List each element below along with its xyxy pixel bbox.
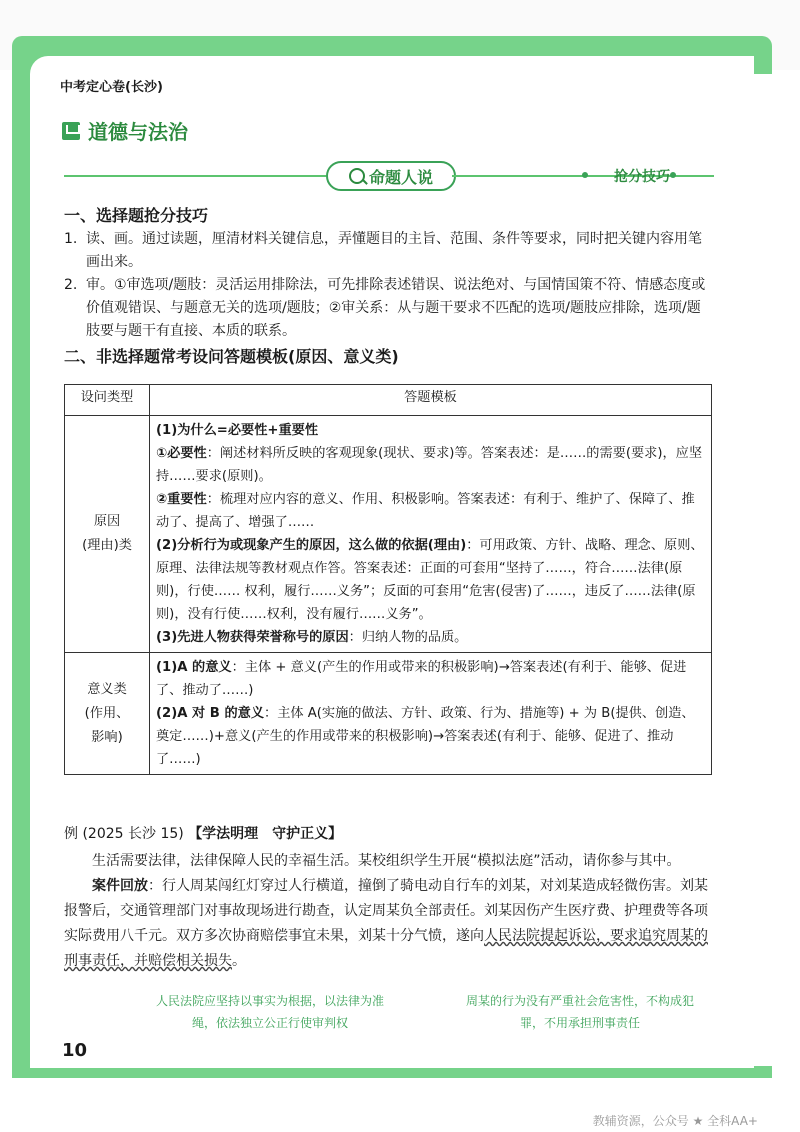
- template-line: [156, 626, 705, 649]
- example-intro: 生活需要法律，法律保障人民的幸福生活。某校组织学生开展“模拟法庭”活动，请你参与其中。: [92, 853, 681, 869]
- banner-line-left: [64, 175, 326, 177]
- book-icon: [62, 122, 80, 140]
- template-line-key: ①必要性: [156, 446, 207, 461]
- footer-watermark: 教辅资源，公众号 ★ 全科AA+: [592, 1114, 758, 1128]
- tip-number: 2.: [64, 277, 78, 293]
- section-choice-tips: [64, 204, 714, 369]
- example-header: [64, 822, 714, 847]
- banner-label: 命题人说: [368, 167, 433, 187]
- example-block: [64, 822, 714, 974]
- template-line-key: (2)A 对 B 的意义: [156, 706, 265, 721]
- tip-text: 审。①审选项/题肢：灵活运用排除法，可先排除表述错误、说法绝对、与国情国策不符、情感态度或价值观错误、与题意无关的选项/题肢；②审关系：从与题干要求不匹配的选项/题肢应排除，选项/题肢要与题干有直接、本质的联系。: [86, 277, 706, 339]
- section1-heading: 一、选择题抢分技巧: [64, 206, 209, 225]
- template-cell-cause: [150, 416, 712, 653]
- annotation-right: 周某的行为没有严重社会危害性，不构成犯罪，不用承担刑事责任: [465, 994, 694, 1030]
- template-line-text: ：归纳人物的品质。: [348, 630, 468, 645]
- tip-number: 1.: [64, 231, 78, 247]
- template-line: [156, 442, 705, 488]
- question-type-meaning: [65, 653, 150, 775]
- tip-item: [64, 274, 714, 343]
- tip-text: 读、画。通过读题，厘清材料关键信息，弄懂题目的主旨、范围、条件等要求，同时把关键内容用笔画出来。: [86, 231, 702, 270]
- template-line-key: (2)分析行为或现象产生的原因，这么做的依据(理由): [156, 538, 467, 553]
- template-line-text: ：阐述材料所反映的客观现象(现状、要求)等。答案表述：是……的需要(要求)，应坚持……要求(原则)。: [156, 446, 703, 484]
- case-end: 。: [232, 953, 246, 969]
- tip-item: [64, 228, 714, 274]
- template-line: [156, 534, 705, 626]
- column-header-template: 答题模板: [150, 385, 712, 416]
- template-line-text: ：梳理对应内容的意义、作用、积极影响。答案表述：有利于、维护了、保障了、推动了、提高了、增强了……: [156, 492, 695, 530]
- template-line: [156, 702, 705, 771]
- template-line-text: ：主体 A(实施的做法、方针、政策、行为、措施等) + 为 B(提供、创造、奠定……)+意义(产生的作用或带来的积极影响)→答案表述(有利于、能够、促进了、推动了……): [156, 706, 695, 767]
- template-cell-meaning: [150, 653, 712, 775]
- topic-banner: [64, 160, 714, 190]
- template-line-key: ②重要性: [156, 492, 207, 507]
- page-title: 道德与法治: [88, 120, 188, 144]
- template-line-text: ：主体 + 意义(产生的作用或带来的积极影响)→答案表述(有利于、能够、促进了、推动了……): [156, 660, 687, 698]
- column-header-type: 设问类型: [65, 385, 150, 416]
- section2-heading: 二、非选择题常考设问答题模板(原因、意义类): [64, 347, 399, 366]
- magnifier-icon: [349, 168, 365, 184]
- banner-dot-right: [670, 172, 676, 178]
- question-type-cause: [65, 416, 150, 653]
- section-title-row: [62, 116, 188, 145]
- table-row: [65, 653, 712, 775]
- annotation-left: 人民法院应坚持以事实为根据，以法律为准绳，依法独立公正行使审判权: [155, 994, 384, 1030]
- template-line-text: ：可用政策、方针、战略、理念、原则、原理、法律法规等教材观点作答。答案表述：正面的可套用“坚持了……，符合……法律(原则)，行使…… 权利，履行……义务”；反面的可套用“危害(侵害)了……，违反了……法律(原则)，没有行使……权利，没有履行……义务”。: [156, 538, 704, 622]
- example-source: (2025 长沙 15): [82, 826, 184, 842]
- table-header-row: [65, 385, 712, 416]
- green-border-left: [12, 60, 30, 1072]
- banner-dot-left: [582, 172, 588, 178]
- example-case: [64, 874, 714, 974]
- case-text: ：行人周某闯红灯穿过人行横道，撞倒了骑电动自行车的刘某，对刘某造成轻微伤害。刘某报警后，交通管理部门对事故现场进行勘查，认定周某负全部责任。刘某因伤产生医疗费、护理费等各项实际费用八千元。双方多次协商赔偿事宜未果，刘某十分气愤，遂向: [64, 878, 708, 944]
- case-label: 案件回放: [92, 878, 148, 894]
- type-label: 意义类 (作用、 影响): [84, 681, 130, 745]
- template-line: [156, 656, 705, 702]
- table-row: [65, 416, 712, 653]
- running-header: 中考定心卷(长沙): [60, 80, 163, 95]
- template-line: [156, 419, 705, 442]
- answer-template-table: [64, 384, 712, 775]
- page-number: 10: [62, 1040, 88, 1061]
- banner-pill: [326, 161, 456, 191]
- example-topic: 【学法明理 守护正义】: [188, 826, 343, 842]
- template-line-key: (1)A 的意义: [156, 660, 232, 675]
- case-text-highlight: 人民法院提起诉讼，要求追究周某的刑事责任，并赔偿相关损失: [64, 928, 708, 969]
- template-line-key: (3)先进人物获得荣誉称号的原因: [156, 630, 349, 645]
- template-line-key: (1)为什么=必要性+重要性: [156, 423, 319, 438]
- example-label: 例: [64, 826, 78, 842]
- type-label: 原因 (理由)类: [82, 514, 132, 553]
- banner-tag: 抢分技巧: [614, 169, 670, 185]
- template-line: [156, 488, 705, 534]
